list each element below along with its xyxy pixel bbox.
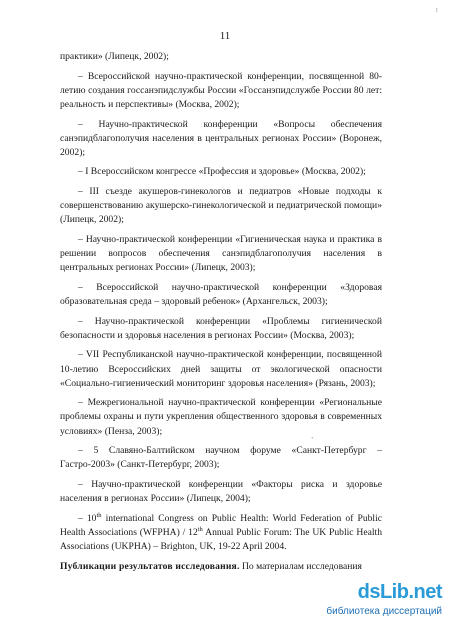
conference-item-international [60, 512, 382, 554]
page-number: 11 [219, 30, 231, 42]
conference-item: – Всероссийской научно-практической конференции «Здоровая образовательная среда – здоровый ребенок» (Архангельск, 2003); [60, 281, 382, 307]
item-prefix: – 10 [78, 512, 97, 524]
conference-item: – Межрегиональной научно-практической конференции «Региональные проблемы охраны и пути укрепления общественного здоровья в современных условиях» (Пенза, 2003); [60, 397, 382, 437]
conference-item: – Всероссийской научно-практической конференции, посвященной 80-летию создания госсанэпидслужбы России «Госсанэпидслужбе России 80 лет: реальность и перспективы» (Москва, 2002); [60, 70, 382, 110]
publications-text: По материалам исследования [239, 560, 362, 572]
watermark [326, 581, 446, 621]
conference-item: – I Всероссийском конгрессе «Профессия и здоровье» (Москва, 2002); [78, 166, 366, 178]
conference-item: – III съезде акушеров-гинекологов и педиатров «Новые подходы к совершенствованию акушерско-гинекологической и педиатрической помощи» (Липецк, 2002); [60, 186, 382, 226]
conference-item: – 5 Славяно-Балтийском научном форуме «Санкт-Петербург – Гастро-2003» (Санкт-Петербург, 2003); [60, 445, 382, 471]
document-body [60, 50, 382, 579]
item-text: international Congress on Public Health: World Federation of Public Health Associations (WFPHA) / 12 [60, 512, 382, 538]
ordinal-suffix: th [96, 511, 102, 519]
conference-item: – Научно-практической конференции «Факторы риска и здоровье населения в регионах России» (Липецк, 2004); [60, 478, 382, 505]
ordinal-suffix: th [197, 525, 203, 533]
conference-item: – Научно-практической конференции «Вопросы обеспечения санэпидблагополучия населения в центральных регионах России» (Воронеж, 2002); [60, 118, 382, 158]
conference-item: – VII Республиканской научно-практической конференции, посвященной 10-летию Всероссийских дней защиты от экологической опасности «Социально-гигиенический мониторинг здоровья населения» (Рязань, 2003); [60, 349, 382, 389]
paragraph: практики» (Липецк, 2002); [60, 51, 169, 62]
watermark-logo: dsLib.net [357, 581, 442, 603]
stray-mark: ` [311, 436, 314, 445]
publications-paragraph [60, 560, 382, 574]
publications-heading: Публикации результатов исследования. [60, 560, 240, 572]
corner-mark: t [436, 6, 438, 14]
watermark-caption: библиотека диссертаций [326, 606, 442, 617]
item-text: Annual Public Forum: The UK Public Health Associations (UKPHA) – Brighton, UK, 19-22 April 2004. [60, 526, 382, 552]
conference-item: – Научно-практической конференции «Проблемы гигиенической безопасности и здоровья населения в регионах России» (Москва, 2003); [60, 315, 382, 341]
conference-item: – Научно-практической конференции «Гигиеническая наука и практика в решении вопросов обеспечения санэпидблагополучия населения в центральных регионах России» (Липецк, 2003); [60, 234, 382, 274]
